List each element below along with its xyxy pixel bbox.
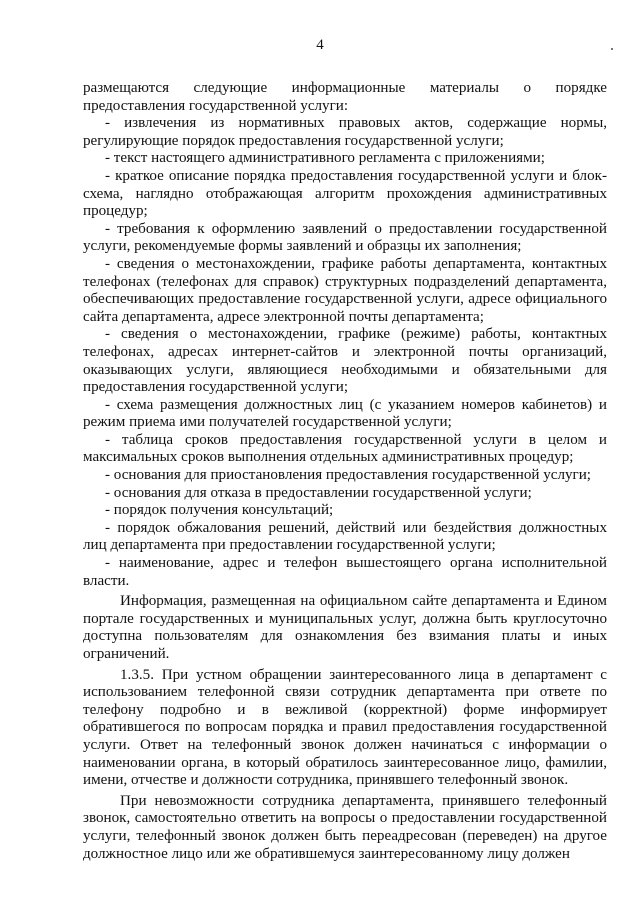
page-number: 4 [316, 37, 324, 53]
paragraph-website-info: Информация, размещенная на официальном сайте департамента и Едином портале государственных и муниципальных услуг, должна быть круглосуточно доступна пользователям для ознакомления без взимания платы и иных ограничений. [83, 593, 607, 662]
scan-speck [611, 48, 613, 50]
list-item-extracts: - извлечения из нормативных правовых актов, содержащие нормы, регулирующие порядок предоставления государственной услуги; [83, 115, 607, 149]
list-item-application-requirements: - требования к оформлению заявлений о предоставлении государственной услуги, рекомендуемые формы заявлений и образцы их заполнения; [83, 220, 607, 255]
paragraph-call-redirect: При невозможности сотрудника департамента, принявшего телефонный звонок, самостоятельно ответить на вопросы о предоставлении государственной услуги, телефонный звонок должен быть переадресован (переведен) на другое должностное лицо или же обратившемуся заинтересованному лицу должен [83, 792, 607, 862]
document-body [83, 80, 607, 863]
list-item-higher-authority: - наименование, адрес и телефон вышестоящего органа исполнительной власти. [83, 555, 607, 589]
list-item-organization-contacts: - сведения о местонахождении, графике (режиме) работы, контактных телефонах, адресах интернет-сайтов и электронной почты организаций, оказывающих услуги, являющиеся необходимыми и обязательными для предоставления государственной услуги; [83, 326, 607, 396]
list-item-refusal-grounds: - основания для отказа в предоставлении государственной услуги; [105, 484, 532, 501]
list-item-consultations: - порядок получения консультаций; [105, 502, 334, 519]
paragraph-intro: размещаются следующие информационные материалы о порядке предоставления государственной услуги: [83, 80, 607, 114]
list-item-appeal-procedure: - порядок обжалования решений, действий или бездействия должностных лиц департамента при предоставлении государственной услуги; [83, 519, 607, 554]
list-item-department-contacts: - сведения о местонахождении, графике работы департамента, контактных телефонах (телефонах для справок) структурных подразделений департамента, обеспечивающих предоставление государственной услуги, адресе официального сайта департамента, адресе электронной почты департамента; [83, 255, 607, 325]
list-item-suspension-grounds: - основания для приостановления предоставления государственной услуги; [105, 467, 591, 484]
paragraph-section-1-3-5: 1.3.5. При устном обращении заинтересованного лица в департамент с использованием телефонной связи сотрудник департамента при ответе по телефону подробно и в вежливой (корректной) форме информирует обратившегося по вопросам порядка и правил предоставления государственной услуги. Ответ на телефонный звонок должен начинаться с информации о наименовании органа, в который обратилось заинтересованное лицо, фамилии, имени, отчестве и должности сотрудника, принявшего телефонный звонок. [83, 666, 607, 789]
list-item-procedure-description: - краткое описание порядка предоставления государственной услуги и блок-схема, наглядно отображающая алгоритм прохождения административных процедур; [83, 167, 607, 220]
list-item-office-layout: - схема размещения должностных лиц (с указанием номеров кабинетов) и режим приема ими получателей государственной услуги; [83, 396, 607, 431]
list-item-deadlines-table: - таблица сроков предоставления государственной услуги в целом и максимальных сроков выполнения отдельных административных процедур; [83, 431, 607, 466]
list-item-regulation-text: - текст настоящего административного регламента с приложениями; [105, 150, 545, 167]
